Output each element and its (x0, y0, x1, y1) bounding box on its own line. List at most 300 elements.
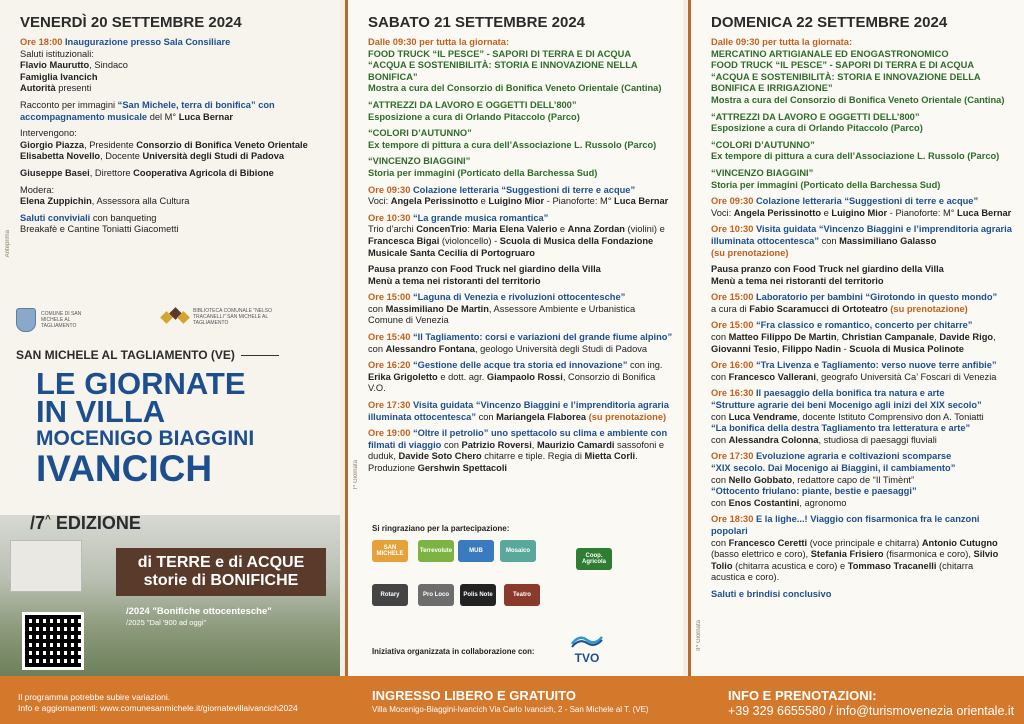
saturday-event-line (368, 440, 673, 452)
sunday-event-text: “VINCENZO BIAGGINI” (711, 167, 814, 178)
sunday-event-text: Pausa pranzo con Food Truck nel giardino della Villa (711, 264, 944, 275)
sunday-event-text: , docente Istituto Comprensivo don A. Toniatti (797, 411, 984, 422)
sunday-event-text: Francesco Vallerani (728, 371, 816, 382)
biblioteca-logo (162, 308, 275, 326)
sunday-event-text: con (711, 371, 729, 382)
sunday-title: DOMENICA 22 SETTEMBRE 2024 (711, 14, 948, 31)
sunday-event-text: con (818, 235, 840, 246)
friday-story-text: “San Michele, terra di bonifica” con (117, 99, 275, 110)
sunday-event-line (711, 292, 1014, 304)
friday-speaker-basei-text: Cooperativa Agricola di Bibione (133, 167, 274, 178)
friday-moderator-text: Elena Zuppichin (20, 196, 92, 207)
sunday-event-text: Giovanni Tesio (711, 343, 777, 354)
saturday-event (348, 100, 683, 123)
sunday-event-line (711, 236, 1014, 248)
friday-speakers-text: Intervengono: (20, 128, 77, 139)
sunday-event-line (711, 168, 1014, 180)
friday-speaker-basei-line (20, 168, 330, 180)
saturday-event-line (368, 276, 673, 288)
saturday-event-text: con (441, 439, 462, 450)
sunday-event-text: , redattore capo de “Il Timènt” (792, 474, 915, 485)
saturday-event (348, 37, 683, 95)
friday-moderator-text: , Assessora alla Cultura (91, 196, 190, 207)
thanks-heading: Si ringraziano per la partecipazione: (372, 524, 510, 533)
sunday-event-text: - (841, 343, 850, 354)
saturday-event-text: con (368, 343, 386, 354)
friday-moderator (0, 185, 340, 208)
saturday-event-text: “Il Tagliamento: corsi e variazioni del grande fiume alpino” (412, 332, 673, 343)
saturday-event (348, 213, 683, 259)
saturday-event-text: “Gestione delle acque tra storia ed innovazione” (412, 360, 628, 371)
tvo-logo (570, 632, 604, 664)
saturday-event-text: Ore 09:30 (368, 184, 413, 195)
sunday-event-line (711, 208, 1014, 220)
sunday-event-line (711, 224, 1014, 236)
sponsor-logo: Coop. Agricola (576, 548, 612, 570)
saturday-event-text: Esposizione a cura di Orlando Pitaccolo (Parco) (368, 111, 580, 122)
saturday-event (348, 128, 683, 151)
sunday-event-text: Dalle 09:30 per tutta la giornata: (711, 37, 853, 47)
friday-inauguration-text: Flavio Maurutto (20, 60, 90, 71)
friday-banquet-line (20, 213, 330, 225)
friday-inauguration-text: , Sindaco (89, 60, 128, 71)
sunday-event-text: Saluti e brindisi conclusivo (711, 588, 832, 599)
saturday-event-text: Mietta Corli (584, 451, 636, 462)
sunday-event-text: Ore 15:00 (711, 292, 756, 303)
saturday-event-text: Storia per immagini (Porticato della Barchessa Sud) (368, 167, 598, 178)
saturday-event-text: : (467, 224, 473, 235)
sunday-event-text: illuminata ottocentesca” (711, 235, 819, 246)
sunday-event-text: FOOD TRUCK “IL PESCE” - SAPORI DI TERRA E DI ACQUA (711, 60, 975, 71)
sunday-event-line (711, 276, 1014, 288)
saturday-event-text: (violoncello) - (439, 235, 500, 246)
sunday-event-text: Ore 15:00 (711, 320, 756, 331)
saturday-event-line (368, 49, 673, 61)
saturday-event-text: Menù a tema nei ristoranti del territorio (368, 275, 541, 286)
sunday-event-line (711, 451, 1014, 463)
saturday-event-text: Davide Soto Chero (398, 451, 482, 462)
footer-info-contacts[interactable]: +39 329 6655580 / info@turismovenezia orientale.it (728, 704, 1015, 718)
friday-banquet-line (20, 224, 330, 236)
sunday-event-line (711, 332, 1014, 344)
footer-info (728, 688, 1014, 718)
saturday-event-text: “La grande musica romantica” (412, 212, 549, 223)
sunday-event-text: Massimiliano Galasso (839, 235, 937, 246)
saturday-event-line (368, 372, 673, 395)
sunday-event-text: Luca Vendrame (728, 411, 798, 422)
saturday-event-line (368, 185, 673, 197)
friday-inauguration-line (20, 49, 330, 61)
sunday-event (691, 320, 1024, 355)
sunday-event-text: Stefania Frisiero (810, 549, 884, 560)
sunday-event-line (711, 264, 1014, 276)
saturday-event-text: , Assessore Ambiente e Urbanistica (488, 303, 636, 314)
sunday-event-text: “Ottocento friulano: piante, bestie e paesaggi” (711, 486, 917, 497)
friday-inauguration-text: Inaugurazione presso Sala Consiliare (64, 37, 231, 47)
sunday-event-line (711, 60, 1014, 72)
sunday-event (691, 112, 1024, 135)
footer-bar (0, 676, 1024, 724)
saturday-event-line (368, 344, 673, 356)
sunday-event-line (711, 388, 1014, 400)
saturday-event-text: (violini) e (624, 224, 665, 235)
saturday-event (348, 185, 683, 208)
saturday-event-text: con ing. (627, 360, 663, 371)
sunday-event (691, 196, 1024, 219)
sunday-event-text: Enos Costantini (728, 497, 800, 508)
saturday-event-line (368, 37, 673, 49)
sunday-event-line (711, 112, 1014, 124)
footer-entry (372, 688, 649, 714)
saturday-event-line (368, 400, 673, 412)
friday-title: VENERDÌ 20 SETTEMBRE 2024 (20, 14, 242, 31)
friday-speakers-text: , Presidente (84, 139, 137, 150)
sponsor-logo: Mosaico (500, 540, 536, 562)
friday-banquet-text: Saluti conviviali (20, 212, 91, 223)
saturday-event-text: Ore 16:20 (368, 360, 413, 371)
friday-inauguration-line (20, 60, 330, 72)
sunday-event-text: (voce principale e chitarra) (807, 537, 922, 548)
saturday-event-text: Angela Perissinotto (390, 196, 479, 207)
saturday-event-line (368, 428, 673, 440)
sponsor-logo: MUB (458, 540, 494, 562)
sunday-event-text: , (934, 332, 940, 343)
sunday-event-text: Ore 18:30 (711, 514, 756, 525)
sunday-event-line (711, 412, 1014, 424)
sunday-event-text: con (711, 411, 729, 422)
saturday-event-text: Gershwin Spettacoli (417, 463, 507, 473)
saturday-event-text: Alessandro Fontana (385, 343, 475, 354)
saturday-event-line (368, 315, 673, 327)
saturday-event-line (368, 83, 673, 95)
friday-speaker-basei-text: Giuseppe Basei (20, 167, 90, 178)
sunday-event-text: Laboratorio per bambini “Girotondo in questo mondo” (755, 292, 998, 303)
sunday-event-text: acustica e coro). (711, 572, 780, 583)
sunday-event-text: Luigino Mior (831, 207, 888, 218)
saturday-event-text: “COLORI D’AUTUNNO” (368, 128, 472, 139)
saturday-event-text: filmati di viaggio (368, 439, 442, 450)
sunday-event-text: a cura di (711, 303, 750, 314)
saturday-event-text: e (478, 196, 489, 207)
friday-column (0, 0, 340, 676)
sunday-event-text: Tolio (711, 560, 733, 571)
saturday-event-text: Comune di Venezia (368, 315, 449, 326)
sponsor-logo: SAN MICHELE (372, 540, 408, 562)
saturday-event-text: con (475, 411, 497, 422)
title-line-1: LE GIORNATE (36, 366, 246, 401)
sunday-event-text: (su prenotazione) (711, 247, 789, 258)
sunday-event-line (711, 83, 1014, 95)
saturday-event-line (368, 72, 673, 84)
saturday-event-text: “VINCENZO BIAGGINI” (368, 156, 471, 167)
sunday-event-text: Ore 10:30 (711, 224, 756, 235)
saturday-event-text: Mostra a cura del Consorzio di Bonifica Veneto Orientale (Cantina) (368, 83, 662, 94)
edition-next: /2025 "Dal '900 ad oggi" (126, 618, 207, 627)
sunday-event-line (711, 123, 1014, 135)
sunday-event-text: Il paesaggio della bonifica tra natura e arte (755, 388, 945, 399)
biblioteca-birds-icon (162, 309, 188, 325)
sunday-program (691, 37, 1024, 601)
sunday-event-text: “ATTREZZI DA LAVORO E OGGETTI DELL’800” (711, 111, 920, 122)
saturday-event-line (368, 112, 673, 124)
saturday-event-line (368, 248, 673, 260)
friday-speakers-text: Giorgio Piazza (20, 139, 85, 150)
saturday-event-text: Ore 19:00 (368, 428, 413, 439)
saturday-side-label: I^ Giornata (353, 460, 359, 490)
sunday-event-text: “COLORI D’AUTUNNO” (711, 139, 815, 150)
sunday-event-line (711, 572, 1014, 584)
sunday-event-line (711, 549, 1014, 561)
event-title (36, 366, 255, 489)
saturday-event-text: Ore 10:30 (368, 212, 413, 223)
sunday-event-line (711, 360, 1014, 372)
saturday-event-line (368, 332, 673, 344)
friday-story-text: del M° (147, 111, 179, 122)
friday-speakers-line (20, 128, 330, 140)
sponsor-logo: Teatro (504, 584, 540, 606)
sunday-event-line (711, 514, 1014, 537)
sunday-event-text: Antonio Cutugno (921, 537, 998, 548)
friday-inauguration-text: Ore 18:00 (20, 37, 65, 47)
saturday-event-text: (su prenotazione) (586, 411, 667, 422)
qr-code[interactable] (22, 612, 84, 670)
friday-side-label: Anteprima (5, 230, 11, 258)
saturday-event-text: - Pianoforte: M° (544, 196, 615, 207)
sunday-event (691, 168, 1024, 191)
saturday-event-text: Voci: (368, 196, 391, 207)
friday-inauguration-line (20, 72, 330, 84)
saturday-event-line (368, 196, 673, 208)
edition-word: EDIZIONE (50, 513, 141, 533)
footer-note-website[interactable]: Info e aggiornamenti: www.comunesanmichele.it/giornatevillaivancich2024 (18, 703, 298, 713)
edition-number: /7 (30, 513, 46, 533)
saturday-event-text: sassofoni e (614, 439, 665, 450)
saturday-event-text: Luca Bernar (614, 196, 669, 207)
saturday-event-text: Mariangela Flaborea (496, 411, 587, 422)
saturday-event-text: “Laguna di Venezia e rivoluzioni ottocentesche” (412, 292, 626, 303)
saturday-event-text: , geologo Università degli Studi di Padova (474, 343, 648, 354)
friday-speaker-basei-text: , Direttore (89, 167, 134, 178)
sunday-event-text: (chitarra acustica e coro) e (732, 560, 848, 571)
sunday-event-line (711, 304, 1014, 316)
collab-label: Iniziativa organizzata in collaborazione con: (372, 647, 535, 656)
saturday-event-text: duduk, (368, 451, 399, 462)
sunday-event-text: Luca Bernar (957, 207, 1012, 218)
sunday-event-text: , studiosa di paesaggi fluviali (818, 434, 937, 445)
sunday-event (691, 140, 1024, 163)
saturday-event-text: , (531, 439, 537, 450)
saturday-event-line (368, 412, 673, 424)
saturday-event-line (368, 292, 673, 304)
sunday-event-line (711, 498, 1014, 510)
sunday-event-text: Tommaso Tracanelli (847, 560, 937, 571)
saturday-event (348, 264, 683, 287)
sunday-event-text: Matteo Filippo De Martin (728, 332, 837, 343)
footer-notes (18, 692, 298, 714)
friday-banquet (0, 213, 340, 236)
sunday-event (691, 589, 1024, 601)
friday-inauguration-text: presenti (55, 83, 92, 94)
friday-story-text: Racconto per immagini (20, 99, 118, 110)
saturday-event-text: Anna Zordan (567, 224, 625, 235)
sunday-event-text: Menù a tema nei ristoranti del territorio (711, 275, 884, 286)
sunday-event-line (711, 151, 1014, 163)
sunday-event (691, 264, 1024, 287)
saturday-event-text: Francesca Bigai (368, 235, 440, 246)
sunday-event-text: Storia per immagini (Porticato della Barchessa Sud) (711, 179, 941, 190)
saturday-event-text: Ex tempore di pittura a cura dell’Associazione L. Russolo (Parco) (368, 139, 657, 150)
friday-story (0, 100, 340, 123)
footer-entry-address: Villa Mocenigo-Biaggini-Ivancich Via Carlo Ivancich, 2 - San Michele al T. (VE) (372, 705, 649, 714)
saturday-event-text: Erika Grigoletto (368, 371, 438, 382)
saturday-event (348, 400, 683, 423)
sponsor-logo: Rotary (372, 584, 408, 606)
sunday-event-text: Esposizione a cura di Orlando Pitaccolo (Parco) (711, 123, 923, 134)
sunday-event-text: con (711, 497, 729, 508)
sunday-event-text: “Strutture agrarie dei beni Mocenigo agli inizi del XIX secolo” (711, 400, 982, 411)
saturday-event-text: “Oltre il petrolio” uno spettacolo su clima e ambiente con (412, 428, 668, 439)
sunday-event-text: - Pianoforte: M° (887, 207, 958, 218)
saturday-event-line (368, 60, 673, 72)
friday-inauguration (0, 37, 340, 95)
sunday-event (691, 37, 1024, 107)
sunday-event-text: , geografo Università Ca’ Foscari di Venezia (815, 371, 997, 382)
sunday-event-text: Davide Rigo (939, 332, 994, 343)
place-name: SAN MICHELE AL TAGLIAMENTO (VE) (16, 348, 279, 362)
saturday-event-text: “ATTREZZI DA LAVORO E OGGETTI DELL’800” (368, 99, 577, 110)
sunday-event-text: Scuola di Musica Polinote (849, 343, 964, 354)
sunday-event-text: Ore 16:30 (711, 388, 756, 399)
sunday-event-line (711, 475, 1014, 487)
sunday-event-text: “ACQUA E SOSTENIBILITÀ: STORIA E INNOVAZIONE DELLA (711, 71, 981, 82)
tagline-line-1: di TERRE e di ACQUE (137, 554, 305, 571)
sunday-event-text: , (836, 332, 842, 343)
sunday-event-line (711, 400, 1014, 412)
saturday-event-line (368, 451, 673, 463)
sunday-event-text: Ore 09:30 (711, 196, 756, 207)
sunday-event-text: Colazione letteraria “Suggestioni di terre e acque” (755, 196, 979, 207)
sunday-event-text: con (711, 332, 729, 343)
saturday-event-line (368, 264, 673, 276)
saturday-event-line (368, 360, 673, 372)
friday-inauguration-text: Famiglia Ivancich (20, 71, 98, 82)
sunday-event-line (711, 372, 1014, 384)
edition-current: /2024 "Bonifiche ottocentesche" (126, 606, 272, 617)
friday-speakers-text: Università degli Studi di Padova (142, 151, 285, 162)
sunday-event-text: E la lighe...! Viaggio con fisarmonica fra le canzoni popolari (711, 514, 980, 536)
sunday-event-text: , (993, 332, 996, 343)
sunday-event (691, 224, 1024, 259)
saturday-column (345, 0, 683, 676)
editions-list (126, 606, 272, 628)
footer-info-title: INFO E PRENOTAZIONI: (728, 688, 877, 703)
friday-inauguration-line (20, 37, 330, 49)
sunday-event-text: (chitarra (936, 560, 974, 571)
friday-speakers-text: , Docente (100, 151, 143, 162)
friday-moderator-line (20, 185, 330, 197)
sunday-event-line (711, 561, 1014, 573)
biblioteca-logo-text: BIBLIOTECA COMUNALE "NELSO TRACANELLI" SAN MICHELE AL TAGLIAMENTO (193, 308, 273, 326)
comune-logo-text: COMUNE DI SAN MICHELE AL TAGLIAMENTO (41, 311, 82, 329)
sunday-event-text: con (711, 474, 729, 485)
sunday-column (688, 0, 1024, 676)
sunday-event-text: “Tra Livenza e Tagliamento: verso nuove terre anfibie” (755, 360, 997, 371)
sunday-event-text: “Fra classico e romantico, concerto per chitarre” (755, 320, 973, 331)
sunday-event-text: Fabio Scaramucci di Ortoteatro (749, 303, 888, 314)
qr-code-icon (25, 615, 81, 667)
sunday-event-line (711, 320, 1014, 332)
saturday-event-text: chitarre e tiple. Regia di (481, 451, 585, 462)
sunday-event-text: (su prenotazione) (887, 303, 968, 314)
saturday-event-text: . (635, 451, 638, 462)
saturday-event-text: Ore 17:30 (368, 400, 413, 411)
sunday-event-text: (fisarmonica e coro), (883, 549, 974, 560)
friday-speakers-line (20, 151, 330, 163)
friday-story-text: accompagnamento musicale (20, 111, 148, 122)
sunday-event-line (711, 486, 1014, 498)
sunday-event-text: Voci: (711, 207, 734, 218)
saturday-program (348, 37, 683, 475)
sunday-event (691, 514, 1024, 584)
villa-building-icon (10, 540, 82, 592)
sponsor-logo: Polis Note (460, 584, 496, 606)
sunday-event-line (711, 49, 1014, 61)
sunday-event-text: , (776, 343, 783, 354)
friday-speaker-basei (0, 168, 340, 180)
saturday-event-line (368, 100, 673, 112)
saturday-event-text: illuminata ottocentesca” (368, 411, 476, 422)
saturday-event (348, 332, 683, 355)
footer-note-variations: Il programma potrebbe subire variazioni. (18, 692, 171, 702)
sunday-event-line (711, 180, 1014, 192)
saturday-event-line (368, 236, 673, 248)
sunday-event-line (711, 140, 1014, 152)
friday-inauguration-line (20, 83, 330, 95)
saturday-event-text: con (368, 303, 386, 314)
sunday-event-text: Filippo Nadin (782, 343, 841, 354)
sunday-event-line (711, 589, 1014, 601)
tvo-text: TVO (574, 651, 600, 665)
saturday-event-text: Luigino Mior (488, 196, 545, 207)
sunday-event-text: Evoluzione agraria e coltivazioni scomparse (755, 451, 952, 462)
saturday-event-line (368, 140, 673, 152)
saturday-event-text: Giampaolo Rossi (486, 371, 563, 382)
saturday-event-line (368, 213, 673, 225)
sunday-event-line (711, 344, 1014, 356)
sunday-event-text: con (711, 434, 729, 445)
sunday-event-line (711, 423, 1014, 435)
sunday-event-line (711, 95, 1014, 107)
saturday-event (348, 156, 683, 179)
saturday-event-line (368, 168, 673, 180)
sunday-event-line (711, 463, 1014, 475)
friday-banquet-text: con banqueting (90, 212, 157, 223)
saturday-event-text: Pausa pranzo con Food Truck nel giardino della Villa (368, 264, 601, 275)
saturday-event-line (368, 463, 673, 475)
friday-speakers-text: Elisabetta Novello (20, 151, 101, 162)
saturday-event-line (368, 224, 673, 236)
friday-speakers-text: Consorzio di Bonifica Veneto Orientale (136, 139, 308, 150)
sunday-event (691, 360, 1024, 383)
friday-inauguration-text: Autorità (20, 83, 56, 94)
edition-label (30, 513, 141, 534)
sunday-event-text: Mostra a cura del Consorzio di Bonifica Veneto Orientale (Cantina) (711, 94, 1005, 105)
saturday-event-text: Trio d’archi (368, 224, 417, 235)
saturday-event-text: e (557, 224, 568, 235)
friday-moderator-line (20, 196, 330, 208)
sunday-event-text: con (711, 537, 729, 548)
footer-entry-title: INGRESSO LIBERO E GRATUITO (372, 688, 576, 703)
